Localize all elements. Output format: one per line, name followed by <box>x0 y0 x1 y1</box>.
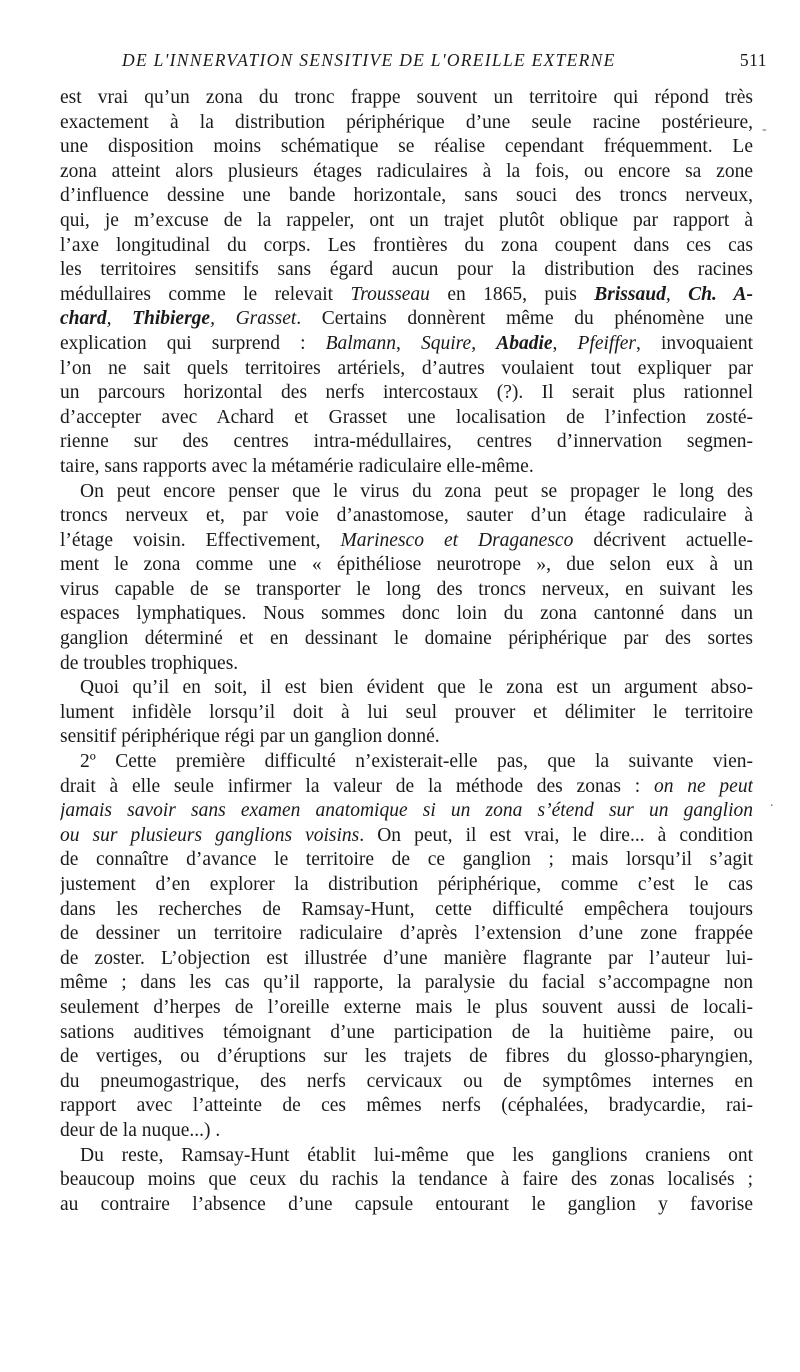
text-line: virus capable de se transporter le long des troncs nerveux, en suivant les <box>60 578 753 600</box>
margin-mark: - <box>762 122 767 137</box>
text-line: troncs nerveux et, par voie d’anastomose, sauter d’un étage radiculaire à <box>60 505 753 527</box>
text-line: sations auditives témoignant d’une participation de la huitième paire, ou <box>60 1021 753 1043</box>
text-line: Quoi qu’il en soit, il est bien évident que le zona est un argument abso- <box>80 677 753 699</box>
text-line: taire, sans rapports avec la métamérie radiculaire elle-même. <box>60 455 534 477</box>
text-line: rienne sur des centres intra-médullaires, centres d’innervation segmen- <box>60 431 753 453</box>
text-line: Du reste, Ramsay-Hunt établit lui-même que les ganglions craniens ont <box>80 1144 753 1166</box>
text-line: l’étage voisin. Effectivement, Marinesco et Draganesco décrivent actuelle- <box>60 529 753 551</box>
text-line: rapport avec l’atteinte de ces mêmes nerfs (céphalées, bradycardie, rai- <box>60 1095 753 1117</box>
page-number: 511 <box>739 50 767 70</box>
text-line: 2º Cette première difficulté n’existerait-elle pas, que la suivante vien- <box>80 751 753 773</box>
running-title: DE L'INNERVATION SENSITIVE DE L'OREILLE EXTERNE <box>122 50 616 70</box>
text-line: ganglion déterminé et en dessinant le domaine périphérique par des sortes <box>60 628 753 650</box>
text-line: d’influence dessine une bande horizontale, sans souci des troncs nerveux, <box>60 185 753 207</box>
text-line: même ; dans les cas qu’il rapporte, la paralysie du facial s’accompagne non <box>60 972 753 994</box>
text-line: de zoster. L’objection est illustrée d’une manière flagrante par l’auteur lui- <box>60 947 753 969</box>
text-line: sensitif périphérique régi par un ganglion donné. <box>60 726 440 748</box>
body-text <box>60 86 753 1217</box>
text-line: explication qui surprend : Balmann, Squire, Abadie, Pfeiffer, invoquaient <box>60 332 753 354</box>
text-line: beaucoup moins que ceux du rachis la tendance à faire des zonas localisés ; <box>60 1169 753 1191</box>
text-line: exactement à la distribution périphérique d’une seule racine postérieure, <box>60 111 753 133</box>
text-line: chard, Thibierge, Grasset. Certains donnèrent même du phénomène une <box>60 308 753 330</box>
text-line: justement d’en explorer la distribution périphérique, comme c’est le cas <box>60 874 753 895</box>
text-line: du pneumogastrique, des nerfs cervicaux ou de symptômes internes en <box>60 1070 753 1092</box>
text-line: On peut encore penser que le virus du zona peut se propager le long des <box>80 480 753 502</box>
text-line: est vrai qu’un zona du tronc frappe souvent un territoire qui répond très <box>60 87 753 108</box>
text-line: l’axe longitudinal du corps. Les frontières du zona coupent dans ces cas <box>60 234 753 256</box>
text-line: un parcours horizontal des nerfs intercostaux (?). Il serait plus rationnel <box>60 382 753 404</box>
text-line: médullaires comme le relevait Trousseau en 1865, puis Brissaud, Ch. A- <box>60 283 753 305</box>
text-line: drait à elle seule infirmer la valeur de la méthode des zonas : on ne peut <box>60 775 753 797</box>
text-line: l’on ne sait quels territoires artériels, d’autres voulaient tout expliquer par <box>60 357 753 379</box>
text-line: deur de la nuque...) . <box>60 1119 221 1141</box>
text-line: ment le zona comme une « épithéliose neurotrope », due selon eux à un <box>60 554 753 576</box>
margin-mark: . <box>770 795 774 810</box>
text-line: espaces lymphatiques. Nous sommes donc loin du zona cantonné dans un <box>60 603 753 625</box>
text-line: de troubles trophiques. <box>60 652 239 674</box>
text-line: dans les recherches de Ramsay-Hunt, cette difficulté empêchera toujours <box>60 898 753 920</box>
text-line: zona atteint alors plusieurs étages radiculaires à la fois, ou encore sa zone <box>60 160 753 182</box>
text-line: de vertiges, ou d’éruptions sur les trajets de fibres du glosso-pharyngien, <box>60 1046 753 1068</box>
text-line: jamais savoir sans examen anatomique si un zona s’étend sur un ganglion <box>60 800 753 822</box>
text-line: de dessiner un territoire radiculaire d’après l’extension d’une zone frappée <box>60 923 753 945</box>
text-line: une disposition moins schématique se réalise cependant fréquemment. Le <box>60 136 753 158</box>
text-line: d’accepter avec Achard et Grasset une localisation de l’infection zosté- <box>60 406 753 428</box>
text-line: lument infidèle lorsqu’il doit à lui seul prouver et délimiter le territoire <box>60 701 753 723</box>
text-line: au contraire l’absence d’une capsule entourant le ganglion y favorise <box>60 1193 753 1215</box>
text-line: ou sur plusieurs ganglions voisins. On peut, il est vrai, le dire... à condition <box>60 824 753 846</box>
page-header <box>122 50 767 76</box>
text-line: seulement d’herpes de l’oreille externe mais le plus souvent aussi de locali- <box>60 996 753 1018</box>
text-line: qui, je m’excuse de la rappeler, ont un trajet plutôt oblique par rapport à <box>60 209 753 231</box>
text-line: les territoires sensitifs sans égard aucun pour la distribution des racines <box>60 259 753 281</box>
text-line: de connaître d’avance le territoire de ce ganglion ; mais lorsqu’il s’agit <box>60 849 753 871</box>
